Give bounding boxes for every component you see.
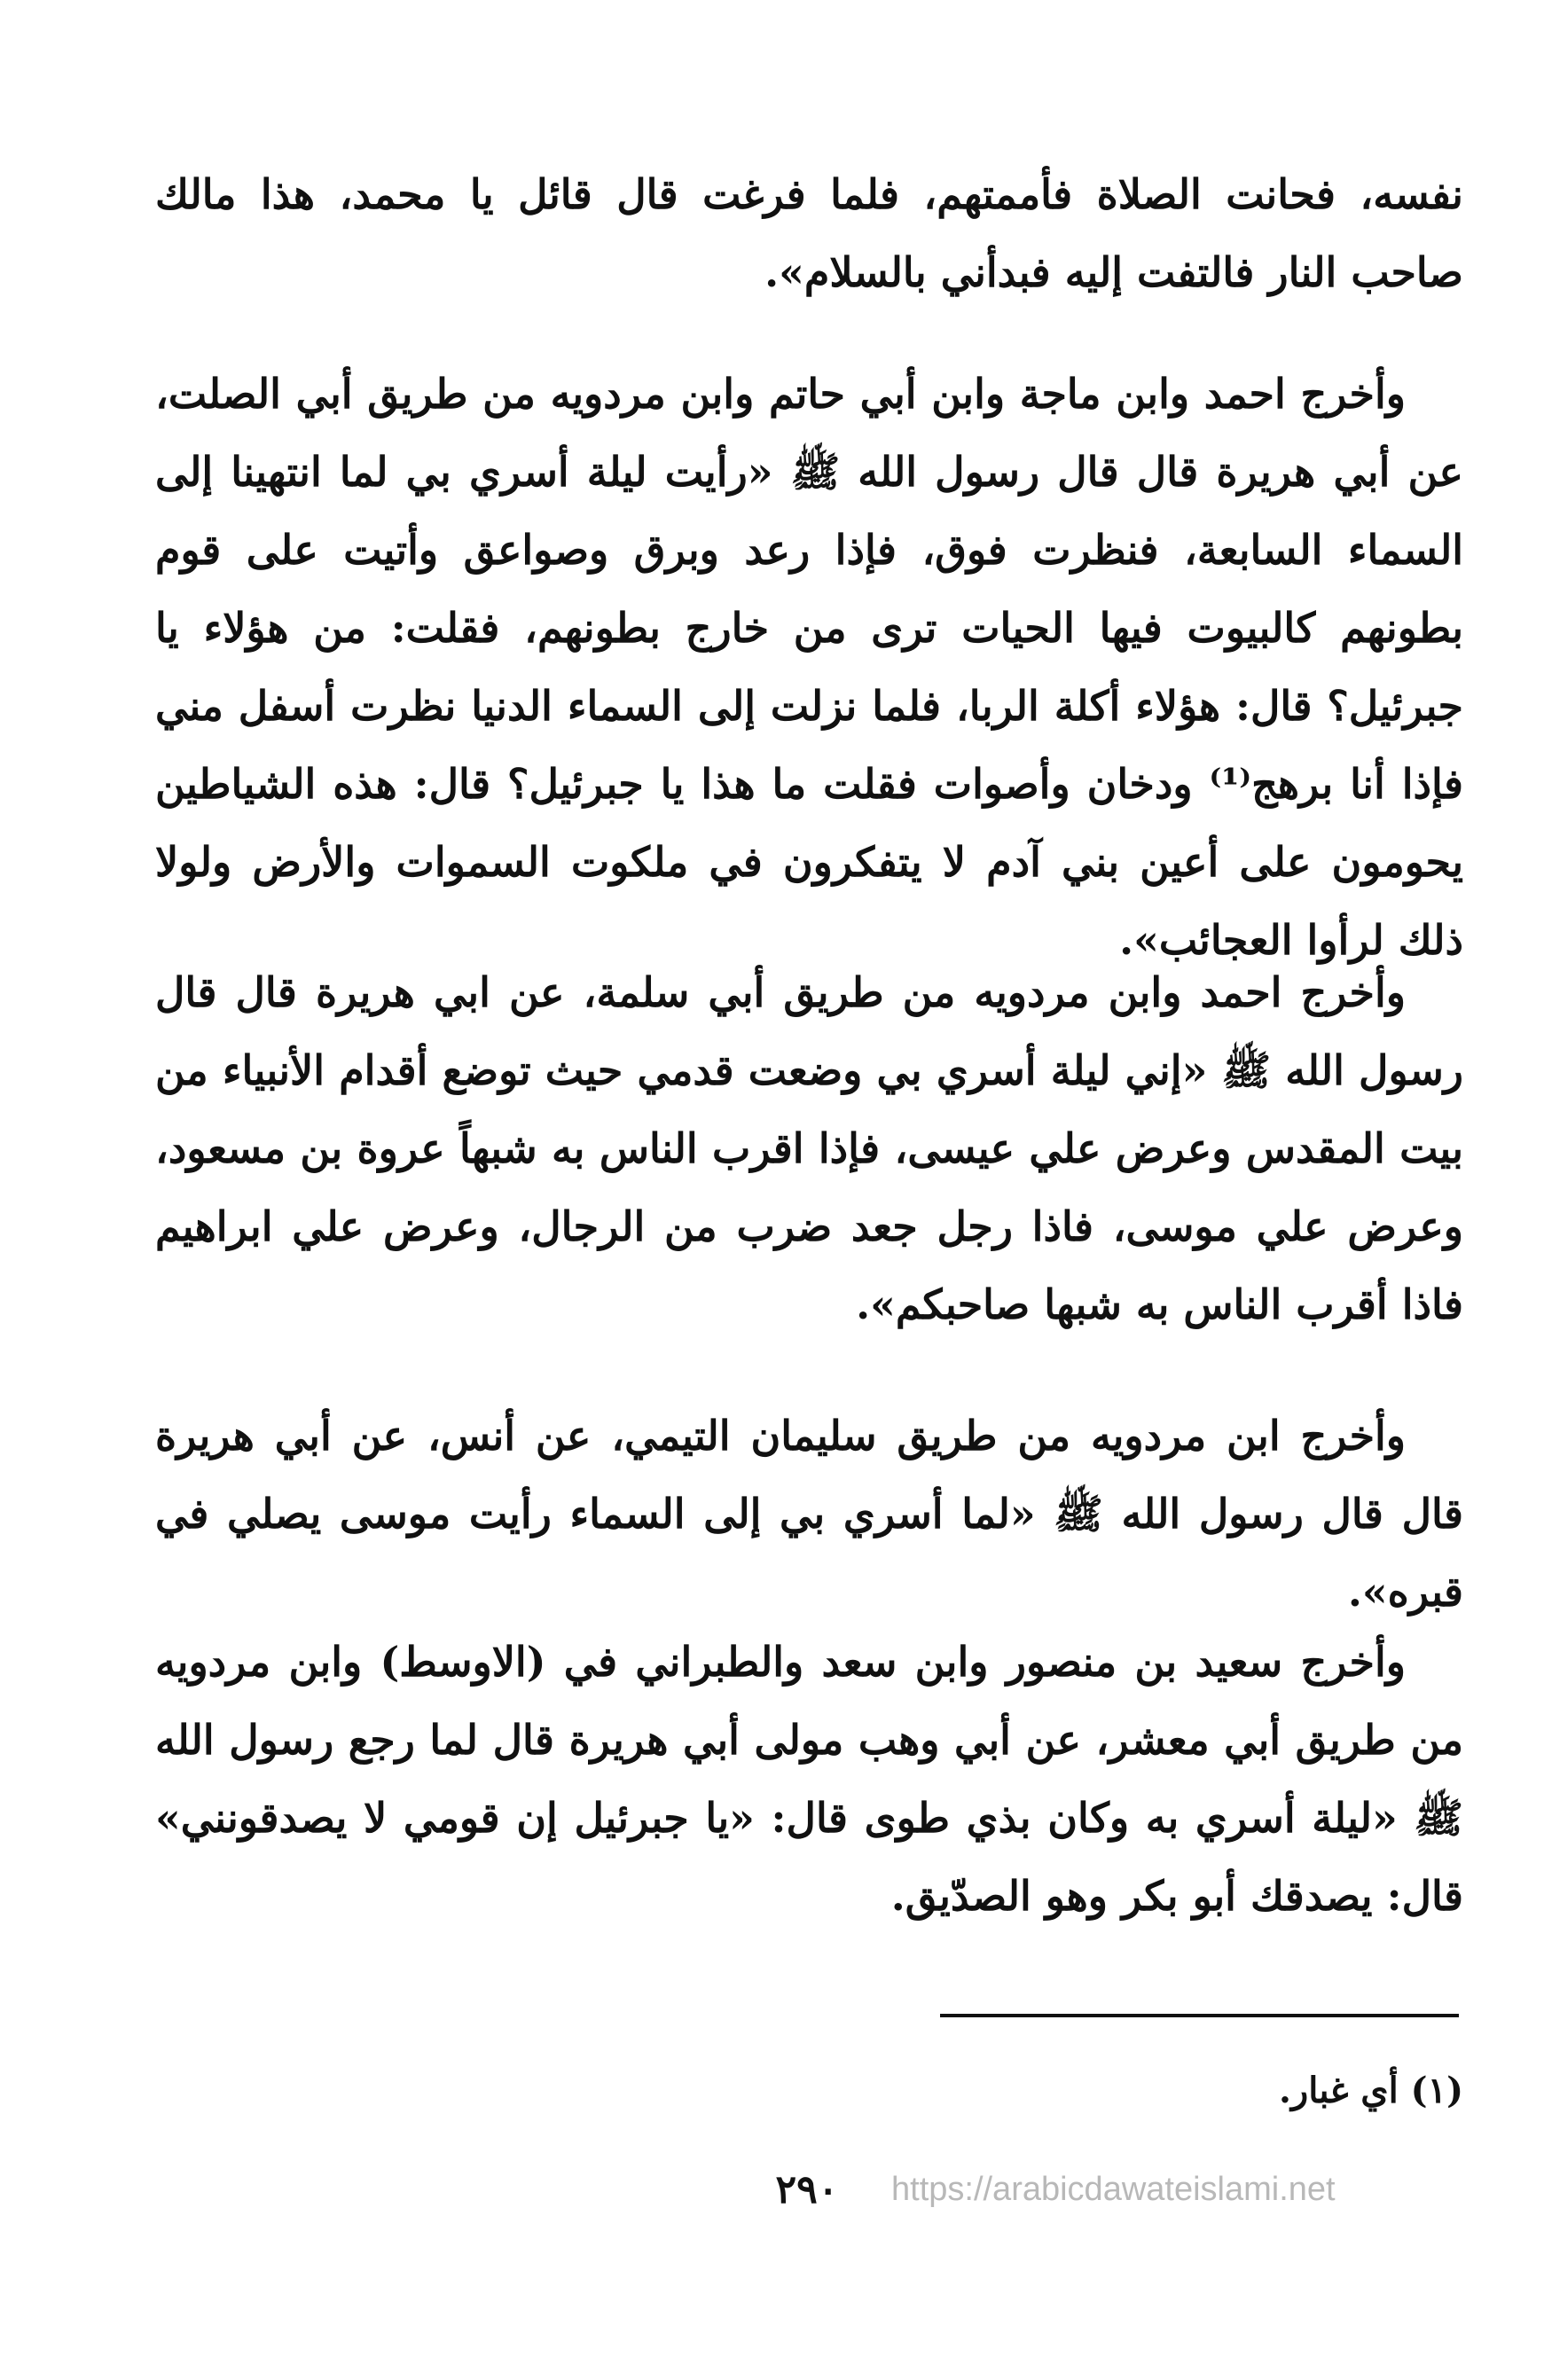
watermark-url: https://arabicdawateislami.net: [891, 2171, 1336, 2208]
paragraph-text: وأخرج احمد وابن مردويه من طريق أبي سلمة، عن ابي هريرة قال قال رسول الله ﷺ «إني ليلة أسري بي وضعت قدمي حيث توضع أقدام الأنبياء من بيت المقدس وعرض علي عيسى، فإذا اقرب الناس به شبهاً عروة بن مسعود، وعرض علي موسى، فاذا رجل جعد ضرب من الرجال، وعرض علي ابراهيم فاذا أقرب الناس به شبها صاحبكم».: [155, 968, 1463, 1328]
paragraph-text: وأخرج سعيد بن منصور وابن سعد والطبراني في (الاوسط) وابن مردويه من طريق أبي معشر، عن أبي وهب مولى أبي هريرة قال لما رجع رسول الله ﷺ «ليلة أسري به وكان بذي طوى قال: «يا جبرئيل إن قومي لا يصدقونني» قال: يصدقك أبو بكر وهو الصدّيق.: [155, 1638, 1463, 1920]
paragraph-text: وأخرج ابن مردويه من طريق سليمان التيمي، عن أنس، عن أبي هريرة قال قال رسول الله ﷺ «لما أسري بي إلى السماء رأيت موسى يصلي في قبره».: [155, 1412, 1463, 1616]
page-number: ٢٩٠: [775, 2167, 839, 2212]
paragraph-hadith-abu-salt: [155, 355, 1463, 979]
footnote-divider: [940, 2014, 1459, 2017]
paragraph-text: نفسه، فحانت الصلاة فأممتهم، فلما فرغت قال قائل يا محمد، هذا مالك صاحب النار فالتفت إليه فبدأني بالسلام».: [155, 170, 1463, 296]
paragraph-hadith-sulayman: [155, 1397, 1463, 1631]
paragraph-hadith-abu-mashar: [155, 1623, 1463, 1935]
paragraph-continuation: [155, 155, 1463, 311]
footnote: (١) أي غبار.: [1278, 2070, 1463, 2111]
paragraph-text: وأخرج احمد وابن ماجة وابن أبي حاتم وابن مردويه من طريق أبي الصلت، عن أبي هريرة قال قال رسول الله ﷺ «رأيت ليلة أسري بي لما انتهينا إلى السماء السابعة، فنظرت فوق، فإذا رعد وبرق وصواعق وأتيت على قوم بطونهم كالبيوت فيها الحيات ترى من خارج بطونهم، فقلت: من هؤلاء يا جبرئيل؟ قال: هؤلاء أكلة الربا، فلما نزلت إلى السماء الدنيا نظرت أسفل مني فإذا أنا برهج⁽¹⁾ ودخان وأصوات فقلت ما هذا يا جبرئيل؟ قال: هذه الشياطين يحومون على أعين بني آدم لا يتفكرون في ملكوت السموات والأرض ولولا ذلك لرأوا العجائب».: [155, 370, 1463, 964]
paragraph-hadith-abu-salama: [155, 953, 1463, 1343]
